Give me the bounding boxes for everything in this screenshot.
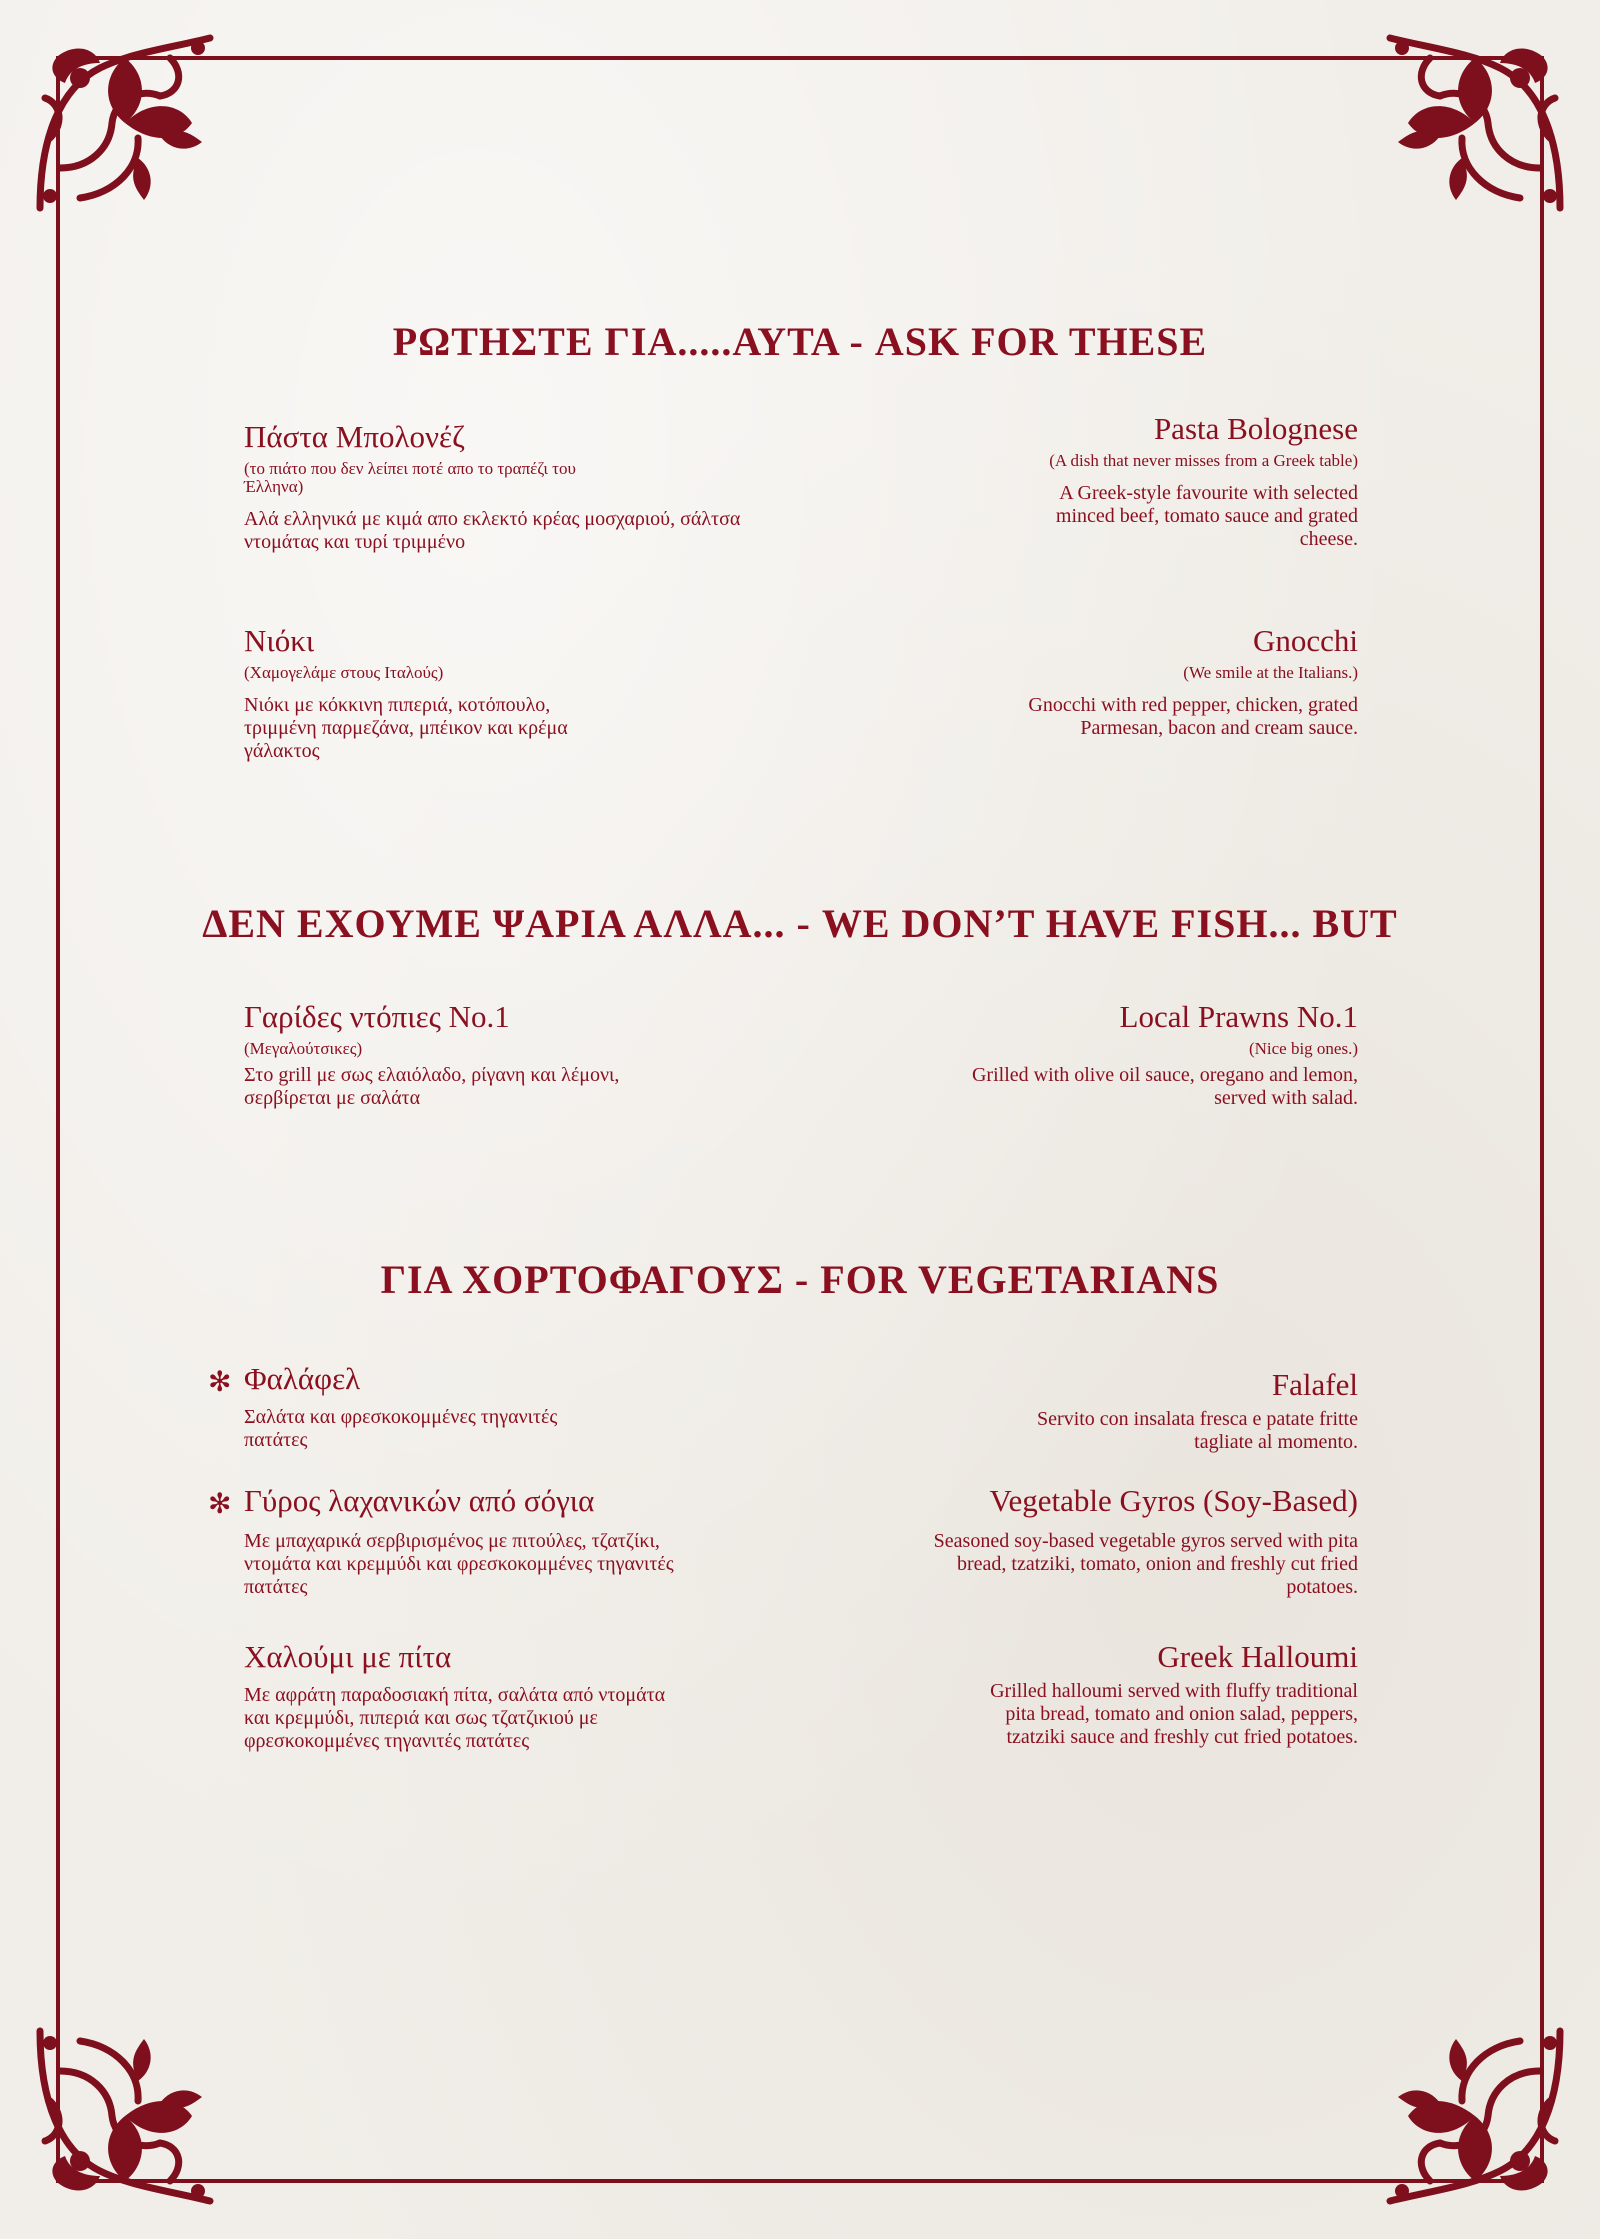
menu-item-gr-local-prawns [244, 998, 744, 1110]
item-name: Local Prawns No.1 [1119, 999, 1358, 1034]
menu-item-en-local-prawns [838, 998, 1358, 1110]
menu-item-en-pasta-bolognese [838, 410, 1358, 551]
ornament-corner-bottom-left-icon [20, 2011, 230, 2221]
menu-item-gr-falafel [208, 1360, 744, 1452]
menu-item-gr-greek-halloumi [244, 1638, 744, 1753]
menu-item-gr-gnocchi [244, 622, 744, 763]
menu-item-en-vegetable-gyros [838, 1482, 1358, 1599]
section-title-ask-for-these: ΡΩΤΗΣΤΕ ΓΙΑ.....ΑΥΤΑ - ASK FOR THESE [392, 319, 1208, 364]
item-name: Φαλάφελ [244, 1361, 361, 1396]
item-description: Grilled with olive oil sauce, oregano and lemon, served with salad. [971, 1064, 1358, 1109]
item-description: Νιόκι με κόκκινη πιπεριά, κοτόπουλο, τριμμένη παρμεζάνα, μπέικον και κρέμα γάλακτος [244, 694, 568, 762]
item-name: Falafel [1271, 1367, 1358, 1402]
item-note: (We smile at the Italians.) [1183, 663, 1358, 682]
section-title-we-dont-have-fish: ΔΕΝ ΕΧΟΥΜΕ ΨΑΡΙΑ ΑΛΛΑ... - WE DON’T HAVE FISH... BUT [202, 901, 1398, 946]
item-name: Vegetable Gyros (Soy-Based) [989, 1483, 1358, 1518]
item-description: Gnocchi with red pepper, chicken, grated Parmesan, bacon and cream sauce. [1028, 694, 1358, 739]
menu-item-en-greek-halloumi [838, 1638, 1358, 1749]
item-description: Servito con insalata fresca e patate fritte tagliate al momento. [1037, 1408, 1358, 1453]
item-description: Grilled halloumi served with fluffy traditional pita bread, tomato and onion salad, peppers, tzatziki sauce and freshly cut fried potatoes. [990, 1680, 1358, 1748]
item-name: Νιόκι [244, 623, 315, 658]
menu-item-gr-vegetable-gyros [208, 1482, 744, 1599]
item-description: Αλά ελληνικά με κιμά απο εκλεκτό κρέας μοσχαριού, σάλτσα ντομάτας και τυρί τριμμένο [244, 508, 741, 553]
item-name: Γαρίδες ντόπιες No.1 [244, 999, 510, 1034]
item-description: A Greek-style favourite with selected minced beef, tomato sauce and grated cheese. [1055, 482, 1358, 550]
item-note: (το πιάτο που δεν λείπει ποτέ απο το τραπέζι του Έλληνα) [244, 459, 576, 496]
item-name: Gnocchi [1252, 623, 1358, 658]
item-name: Γύρος λαχανικών από σόγια [244, 1483, 595, 1518]
item-name: Pasta Bolognese [1153, 411, 1358, 446]
item-note: (Nice big ones.) [1248, 1039, 1358, 1058]
menu-item-gr-pasta-bolognese [244, 418, 744, 554]
menu-item-en-gnocchi [838, 622, 1358, 740]
section-title-for-vegetarians: ΓΙΑ ΧΟΡΤΟΦΑΓΟΥΣ - FOR VEGETARIANS [380, 1257, 1220, 1302]
item-name: Greek Halloumi [1157, 1639, 1358, 1674]
vegan-star-icon: ✻ [208, 1365, 232, 1398]
ornament-corner-bottom-right-icon [1370, 2011, 1580, 2221]
page-border-frame [56, 56, 1544, 2183]
vegan-star-icon: ✻ [208, 1487, 232, 1520]
item-description: Seasoned soy-based vegetable gyros served with pita bread, tzatziki, tomato, onion and freshly cut fried potatoes. [933, 1530, 1358, 1598]
item-note: (A dish that never misses from a Greek table) [1049, 451, 1358, 470]
menu-item-en-falafel [838, 1366, 1358, 1454]
item-description: Σαλάτα και φρεσκοκομμένες τηγανιτές πατάτες [244, 1406, 558, 1451]
item-description: Με αφράτη παραδοσιακή πίτα, σαλάτα από ντομάτα και κρεμμύδι, πιπεριά και σως τζατζικιού με φρεσκοκομμένες τηγανιτές πατάτες [244, 1684, 666, 1752]
item-note: (Χαμογελάμε στους Ιταλούς) [244, 663, 444, 682]
item-description: Στο grill με σως ελαιόλαδο, ρίγανη και λέμονι, σερβίρεται με σαλάτα [244, 1064, 620, 1109]
ornament-corner-top-right-icon [1370, 18, 1580, 228]
item-name: Χαλούμι με πίτα [244, 1639, 452, 1674]
item-note: (Μεγαλούτσικες) [244, 1039, 363, 1058]
ornament-corner-top-left-icon [20, 18, 230, 228]
item-name: Πάστα Μπολονέζ [244, 419, 465, 454]
item-description: Με μπαχαρικά σερβιρισμένος με πιτούλες, τζατζίκι, ντομάτα και κρεμμύδι και φρεσκοκομμένες τηγανιτές πατάτες [244, 1530, 674, 1598]
